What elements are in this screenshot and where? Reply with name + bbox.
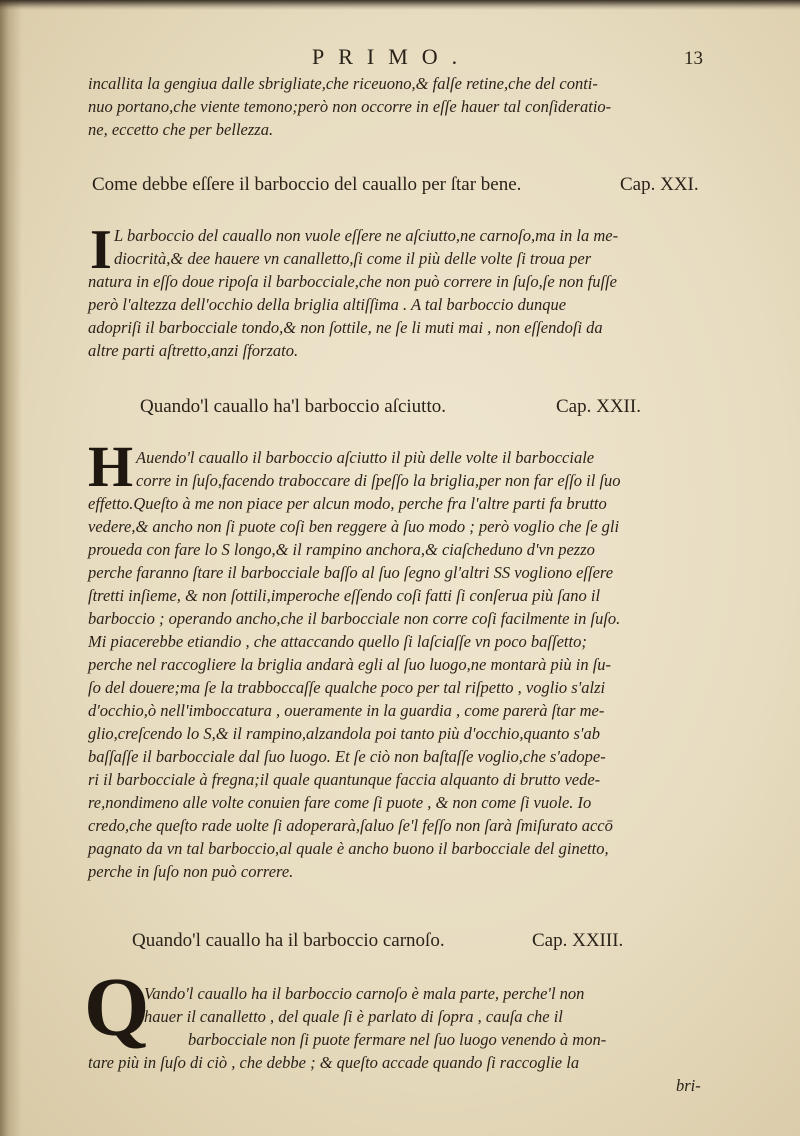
text-line: pagnato da vn tal barboccio,al quale è ancho buono il barbocciale del ginetto, [88,839,609,858]
text-line: Vando'l cauallo ha il barboccio carnoſo è mala parte, perche'l non [144,984,585,1003]
text-line: perche in ſuſo non può correre. [88,862,294,881]
text-line: barboccio ; operando ancho,che il barbocciale non corre coſi facilmente in ſuſo. [88,609,621,628]
chapter-number: Cap. XXII. [556,396,641,417]
text-line: barbocciale non ſi puote fermare nel ſuo luogo venendo à mon- [188,1030,607,1049]
chapter-heading-22 [140,396,700,418]
running-head: PRIMO. [312,44,472,69]
text-line: altre parti aſtretto,anzi ſforzato. [88,341,299,360]
text-line: baſſaſſe il barbocciale dal ſuo luogo. Et ſe ciò non baſtaſſe voglio,che s'adope- [88,747,606,766]
text-line: perche nel raccogliere la briglia andarà egli al ſuo luogo,ne montarà più in ſu- [88,655,612,674]
text-line: vedere,& ancho non ſi puote coſi ben reggere à ſuo modo ; però voglio che ſe gli [88,517,620,536]
page-gutter-shadow [0,0,22,1136]
text-line: tare più in ſuſo di ciò , che debbe ; & queſto accade quando ſi raccoglie la [88,1053,580,1072]
text-line: però l'altezza dell'occhio della briglia altiſſima . A tal barboccio dunque [88,295,567,314]
text-line: Mi piacerebbe etiandio , che attaccando quello ſi laſciaſſe vn poco baſſetto; [88,632,587,651]
chapter-title: Quando'l cauallo ha il barboccio carnoſo. [132,930,445,951]
text-line: perche faranno ſtare il barbocciale baſſo al ſuo ſegno gl'altri SS vogliono eſſere [88,563,614,582]
drop-cap-initial: I [90,219,112,281]
text-line: ri il barbocciale à fregna;il quale quantunque faccia alquanto di brutto vede- [88,770,601,789]
text-line: L barboccio del cauallo non vuole eſſere ne aſciutto,ne carnoſo,ma in la me- [114,226,619,245]
text-line: ſtretti inſieme, & non ſottili,imperoche eſſendo coſi fatti ſi conſerua più ſano il [88,586,601,605]
text-line: effetto.Queſto à me non piace per alcun modo, perche fra l'altre parti fa brutto [88,494,607,513]
chapter-heading-23 [132,930,712,952]
text-line: proueda con fare lo S longo,& il rampino anchora,& ciaſcheduno d'vn pezzo [88,540,595,559]
text-line: credo,che queſto rade uolte ſi adoperarà,ſaluo ſe'l feſſo non ſarà ſmiſurato accō [88,816,613,835]
text-line: incallita la gengiua dalle sbrigliate,che riceuono,& falſe retine,che del conti- [88,74,598,93]
text-line: hauer il canalletto , del quale ſi è parlato di ſopra , cauſa che il [144,1007,563,1026]
page-top-edge [0,0,800,10]
chapter-22-paragraph [88,446,738,883]
text-line: ne, eccetto che per bellezza. [88,120,274,139]
text-line: ſo del douere;ma ſe la trabboccaſſe qualche poco per tal riſpetto , voglio s'alzi [88,678,606,697]
text-line: Auendo'l cauallo il barboccio aſciutto il più delle volte il barbocciale [136,448,595,467]
drop-cap-initial: Q [84,961,150,1054]
chapter-23-paragraph [88,982,738,1097]
text-line: d'occhio,ò nell'imboccatura , oueramente in la guardia , come parerà ſtar me- [88,701,605,720]
drop-cap-initial: H [88,434,134,499]
text-line: nuo portano,che viente temono;però non occorre in eſſe hauer tal conſideratio- [88,97,612,116]
text-line: corre in ſuſo,facendo traboccare di ſpeſſo la briglia,per non far eſſo il ſuo [136,471,621,490]
chapter-number: Cap. XXI. [620,174,699,195]
chapter-title: Quando'l cauallo ha'l barboccio aſciutto. [140,396,446,417]
text-line: natura in eſſo doue ripoſa il barbocciale,che non può correre in ſuſo,ſe non fuſſe [88,272,617,291]
text-line: glio,creſcendo lo S,& il rampino,alzandola poi tanto più d'occhio,quanto s'ab [88,724,600,743]
chapter-number: Cap. XXIII. [532,930,624,951]
text-line: diocrità,& dee hauere vn canalletto,ſi come il più delle volte ſi troua per [114,249,592,268]
chapter-21-paragraph [88,219,738,362]
page-header [0,44,800,74]
text-line: re,nondimeno alle volte conuien fare come ſi puote , & non come ſi vuole. Io [88,793,592,812]
intro-paragraph [88,72,738,141]
page-number: 13 [684,48,703,69]
chapter-heading-21 [92,174,752,196]
chapter-title: Come debbe eſſere il barboccio del cauallo per ſtar bene. [92,174,522,195]
catchword: bri- [676,1076,701,1095]
text-line: adopriſi il barbocciale tondo,& non ſottile, ne ſe li muti mai , non eſſendoſi da [88,318,603,337]
